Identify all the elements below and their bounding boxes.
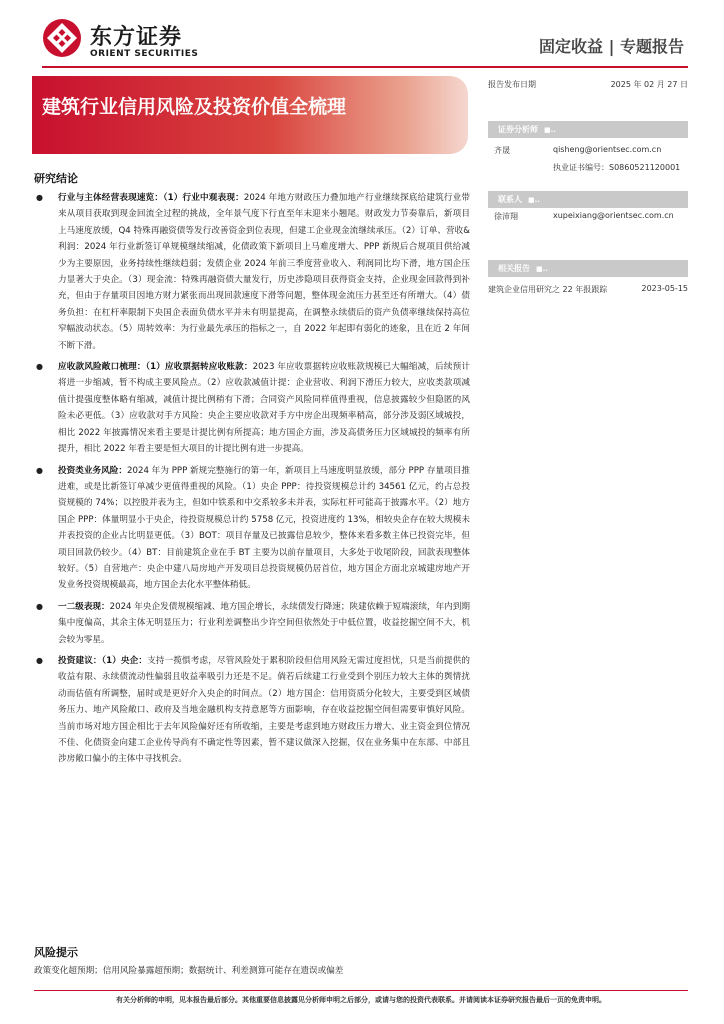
- analyst-name: 齐晟: [494, 146, 510, 155]
- heading-dots-icon: ■..: [536, 265, 548, 273]
- bullet-lead: 投资建议：（1）央企：: [58, 655, 148, 666]
- disclaimer-footer: 有关分析师的申明，见本报告最后部分。其他重要信息披露见分析师申明之后部分，或请与您的投资代表联系。并请阅读本证券研究报告最后一页的免责申明。: [34, 990, 688, 1005]
- analysts-heading: [488, 121, 688, 138]
- orient-logo-icon: [42, 18, 82, 58]
- contact-heading-label: 联系人: [498, 195, 522, 204]
- related-report-date: 2023-05-15: [641, 284, 688, 293]
- analysts-heading-label: 证券分析师: [498, 125, 538, 134]
- publish-date-label: 报告发布日期: [488, 80, 536, 89]
- list-item: [34, 190, 470, 354]
- summary-list: [34, 190, 470, 773]
- publish-date: 2025 年 02 月 27 日: [610, 80, 688, 89]
- summary-heading: 研究结论: [34, 172, 78, 185]
- bullet-lead: 投资类业务风险：: [58, 465, 128, 476]
- list-item: [34, 599, 470, 648]
- heading-dots-icon: ■..: [544, 126, 556, 134]
- bullet-lead: 行业与主体经营表现速览：（1）行业中观表现：: [58, 193, 244, 203]
- risk-heading: 风险提示: [34, 946, 78, 959]
- related-heading-label: 相关报告: [498, 264, 530, 273]
- bullet-text: 2024 年央企发债规模缩减、地方国企增长，永续债发行降速；陕建依赖于短端滚续，年内到期集中度偏高，其余主体无明显压力；行业利差调整出少许空间但依然处于中低位置，收益挖掘空间不大，机会较为零星。: [58, 601, 470, 645]
- title-banner: [32, 76, 468, 154]
- risk-text: 政策变化超预期；信用风险暴露超预期；数据统计、利差测算可能存在遗误或偏差: [34, 966, 344, 976]
- bullet-lead: 一二级表现：: [58, 601, 110, 612]
- logo-chinese-name: 东方证券: [90, 25, 183, 50]
- bullet-text: 2023 年应收票据转应收账款规模已大幅缩减，后续预计将进一步缩减，暂不构成主要风险点。（2）应收款减值计提：企业营收、利润下滑压力较大，应收类款项减值计提强度整体略有缩减，减值计提比例稍有下滑；合同资产风险同样值得重视，信息披露较少但隐匿的风险未必更低。（3）应收款对手方风险：央企主要应收款对手方中房企出现频率稍高，部分涉及弱区域城投，相比 2022 年披露情况来看主要是计提比例有所提高；地方国企方面，涉及高债务压力区域城投的频率有所提升，相比 2022 年看主要是恒大项目的计提比例有进一步提高。: [58, 362, 470, 455]
- list-item: [34, 359, 470, 457]
- heading-dots-icon: ■..: [528, 196, 540, 204]
- report-title: 建筑行业信用风险及投资价值全梳理: [42, 96, 347, 118]
- company-logo: [42, 14, 199, 60]
- analyst-email[interactable]: qisheng@orientsec.com.cn: [553, 145, 662, 154]
- bullet-text: 支持一揽惧考虑，尽管风险处于累积阶段但信用风险无需过度担忧，只是当前提供的收益有限、永续债流动性偏弱且收益率吸引力还是不足。倘若后续建工行业受到个别压力较大主体的舆情扰动而估值有所调整，届时或是更好介入央企的时间点。（2）地方国企：信用资质分化较大，主要受到区域债务压力、地产风险敞口、政府及当地金融机构支持意愿等方面影响，存在收益挖掘空间但需要审慎好风险。当前市场对地方国企相比于去年风险偏好还有所收缩，主要是考虑到地方财政压力增大、业主资金到位情况不佳、化债资金向建工企业传导尚有不确定性等因素，暂不建议做深入挖掘，仅在业务集中在东部、中部且涉房敞口偏小的主体中寻找机会。: [58, 655, 470, 765]
- logo-english-name: ORIENT SECURITIES: [90, 49, 199, 59]
- list-item: [34, 653, 470, 768]
- related-heading: [488, 260, 688, 277]
- contact-name: 徐沛翔: [494, 212, 518, 221]
- related-report-title[interactable]: 建筑企业信用研究之 22 年报跟踪: [488, 285, 608, 294]
- bullet-lead: 应收款风险敞口梳理：（1）应收票据转应收账款：: [58, 362, 253, 373]
- contact-heading: [488, 191, 688, 208]
- header-divider: [42, 66, 688, 68]
- analyst-cert: 执业证书编号：S0860521120001: [553, 163, 681, 172]
- contact-email[interactable]: xupeixiang@orientsec.com.cn: [553, 211, 674, 220]
- list-item: [34, 463, 470, 594]
- report-category: 固定收益 | 专题报告: [539, 37, 684, 56]
- bullet-text: 2024 年地方财政压力叠加地产行业继续探底给建筑行业带来从项目获取到现金回流全过程的挑战，全年景气度下行直至年末迎来小翘尾。财政发力节奏靠后，新项目上马速度放缓，Q4 特殊再融资债等发行改善资金到位表现，但建工企业现金流继续承压。（2）订单、营收&利润：2024 年行业新签订单规模继续缩减，化债政策下新项目上马难度增大、PPP 新规后合规项目供给减少为主要原因，业务持续性继续趋弱；发债企业 2024 年前三季度营业收入、利润同比均下滑，地方国企压力显著大于央企。（3）现金流：特殊再融资债大量发行，历史涉隐项目获得资金支持，企业现金回款得到补充，但由于存量项目因地方财力紧张而出现回款速度下滑等问题，整体现金流压力甚至还有所增大。（4）债务负担：在杠杆率限制下央国企表面负债水平并未有明显提高，在调整永续债后的资产负债率继续保持高位窄幅波动状态。（5）周转效率：为行业最先承压的指标之一，自 2022 年起即有弱化的迹象，且在近 2 年间不断下滑。: [58, 193, 470, 351]
- bullet-text: 2024 年为 PPP 新规完整施行的第一年，新项目上马速度明显放缓，部分 PPP 存量项目推进难，或是比新签订单减少更值得重视的风险。（1）央企 PPP：待投资规模总计约 34561 亿元，约占总投资规模的 74%；以控股并表为主，但如中铁系和中交系较多未并表，实际杠杆可能高于披露水平。（2）地方国企 PPP：体量明显小于央企，待投资规模总计约 5758 亿元，投资进度约 13%，相较央企存在较大规模未并表投资的企业占比明显更低。（3）BOT：项目存量及已披露信息较少，整体来看多数主体已投资完毕，但项目回款仍较少。（4）BT：目前建筑企业在手 BT 主要为以前存量项目，大多处于收尾阶段，回款表现整体较好。（5）自营地产：央企中建八局房地产开发项目总投资规模仍居首位，地方国企方面北京城建房地产开发业务投资规模最高，地方国企去化水平整体稍低。: [58, 465, 470, 591]
